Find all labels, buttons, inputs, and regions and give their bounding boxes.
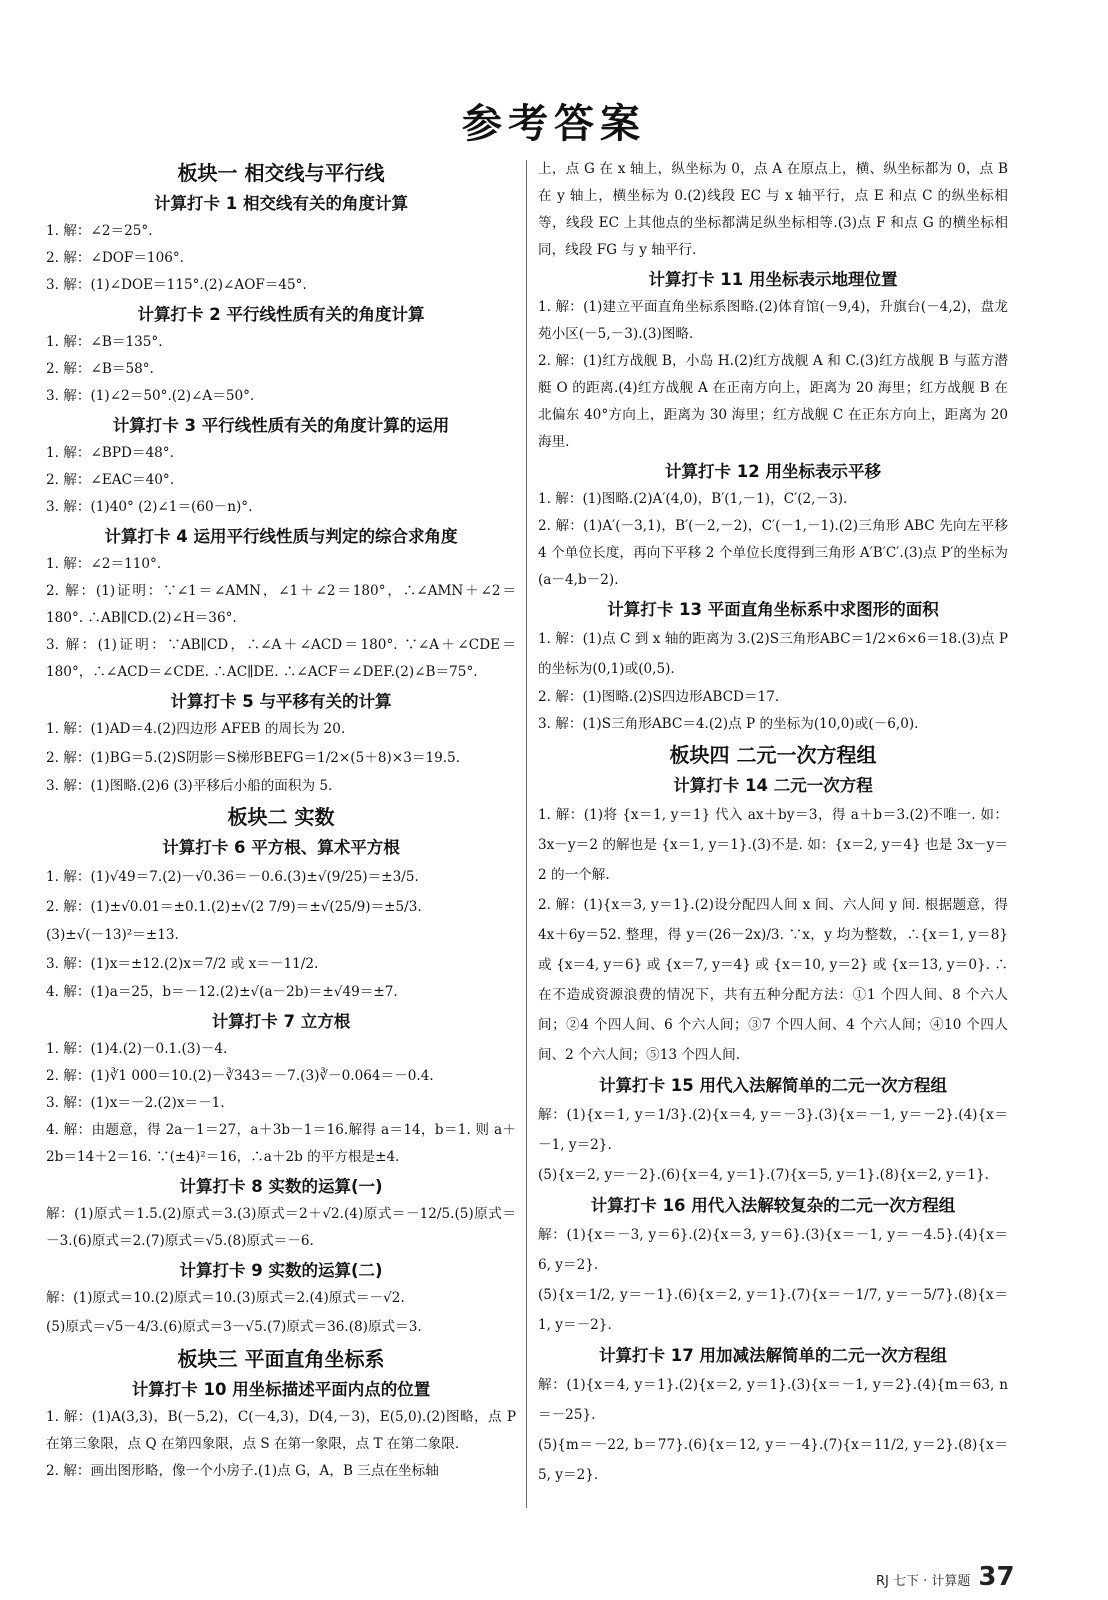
left-answer-text: 1. 解：∠B＝135°. [46,334,163,350]
right-answer-text: 2. 解：(1){x＝3, y＝1}.(2)设分配四人间 x 间、六人间 y 间. 根据题意，得 4x＋6y＝52. 整理，得 y＝(26－2x)/3. ∵x，y 均为整数，∴{x＝1, y＝8} 或 {x＝4, y＝6} 或 {x＝7, y＝4} 或 {x＝10, y＝2} 或 {x＝13, y＝0}. ∴在不造成资源浪费的情况下，共有五种分配方法：①1 个四人间、8 个六人间；②4 个四人间、6 个六人间；③7 个四人间、4 个六人间；④10 个四人间、2 个六人间；⑤13 个四人间. [538,897,1008,1063]
left-answer-text: 2. 解：(1)BG＝5.(2)S阴影＝S梯形BEFG＝1/2×(5＋8)×3＝19.5. [46,750,461,766]
left-answer-text: 4. 解：由题意，得 2a－1＝27，a＋3b－1＝16.解得 a＝14，b＝1. 则 a＋2b＝14＋2＝16. ∵(±4)²＝16，∴a＋2b 的平方根是±4. [46,1122,516,1165]
left-card-heading: 计算打卡 6 平方根、算术平方根 [162,838,400,857]
right-answer-text: 2. 解：(1)红方战舰 B，小岛 H.(2)红方战舰 A 和 C.(3)红方战舰 B 与蓝方潜艇 O 的距离.(4)红方战舰 A 在正南方向上，距离为 20 海里；红方战舰 B 在北偏东 40°方向上，距离为 30 海里；红方战舰 C 在正东方向上，距离为 20 海里. [538,353,1008,450]
right-answer-text: (5){x＝1/2, y＝－1}.(6){x＝2, y＝1}.(7){x＝－1/7, y＝－5/7}.(8){x＝1, y＝－2}. [538,1287,1008,1333]
left-answer-text: 1. 解：(1)A(3,3)，B(－5,2)，C(－4,3)，D(4,－3)，E(5,0).(2)图略，点 P 在第三象限，点 Q 在第四象限，点 S 在第一象限，点 T 在第二象限. [46,1409,516,1452]
left-answer-text: (5)原式＝√5－4/3.(6)原式＝3－√5.(7)原式＝36.(8)原式＝3. [46,1319,422,1335]
left-answer-text: 3. 解：(1)40° (2)∠1＝(60－n)°. [46,499,253,515]
right-answer-text: 解：(1){x＝1, y＝1/3}.(2){x＝4, y＝－3}.(3){x＝－1, y＝－2}.(4){x＝－1, y＝2}. [538,1107,1008,1153]
right-answer-text: 解：(1){x＝4, y＝1}.(2){x＝2, y＝1}.(3){x＝－1, y＝2}.(4){m＝63, n＝－25}. [538,1377,1008,1423]
right-card-heading: 计算打卡 17 用加减法解简单的二元一次方程组 [599,1346,947,1365]
left-card-heading: 计算打卡 10 用坐标描述平面内点的位置 [131,1380,431,1399]
answer-column-right [538,156,1008,1490]
left-answer-text: 3. 解：(1)∠DOE＝115°.(2)∠AOF＝45°. [46,277,307,293]
answer-column-left [46,156,516,1485]
left-answer-text: 2. 解：(1)证明：∵∠1＝∠AMN，∠1＋∠2＝180°，∴∠AMN＋∠2＝180°. ∴AB∥CD.(2)∠H＝36°. [46,583,516,626]
left-answer-text: 2. 解：画出图形略，像一个小房子.(1)点 G，A，B 三点在坐标轴 [46,1463,439,1479]
right-section-title: 板块四 二元一次方程组 [669,743,877,767]
page-number: 37 [978,1562,1015,1592]
left-answer-text: 3. 解：(1)x＝－2.(2)x＝－1. [46,1095,225,1111]
left-answer-text: 1. 解：(1)√49＝7.(2)－√0.36＝－0.6.(3)±√(9/25)＝±3/5. [46,869,419,885]
left-answer-text: 解：(1)原式＝10.(2)原式＝10.(3)原式＝2.(4)原式＝－√2. [46,1290,405,1306]
left-card-heading: 计算打卡 5 与平移有关的计算 [170,692,392,711]
left-answer-text: 2. 解：(1)∛1 000＝10.(2)－∛343＝－7.(3)∛－0.064＝－0.4. [46,1068,434,1084]
left-section-title: 板块三 平面直角坐标系 [177,1347,385,1371]
page-footer [876,1562,1015,1592]
left-card-heading: 计算打卡 3 平行线性质有关的角度计算的运用 [112,416,450,435]
right-card-heading: 计算打卡 16 用代入法解较复杂的二元一次方程组 [590,1196,956,1215]
left-section-title: 板块一 相交线与平行线 [177,161,385,185]
left-answer-text: 2. 解：∠DOF＝106°. [46,250,185,266]
right-answer-text: 1. 解：(1)图略.(2)A′(4,0)，B′(1,－1)，C′(2,－3). [538,491,848,507]
left-answer-text: (3)±√(－13)²＝±13. [46,927,179,943]
left-card-heading: 计算打卡 9 实数的运算(二) [179,1261,383,1280]
left-answer-text: 3. 解：(1)x＝±12.(2)x＝7/2 或 x＝－11/2. [46,956,319,972]
right-card-heading: 计算打卡 12 用坐标表示平移 [665,462,881,481]
right-answer-text: 2. 解：(1)图略.(2)S四边形ABCD＝17. [538,689,780,705]
left-card-heading: 计算打卡 4 运用平行线性质与判定的综合求角度 [104,527,458,546]
left-answer-text: 4. 解：(1)a＝25，b＝－12.(2)±√(a－2b)＝±√49＝±7. [46,984,398,1000]
left-answer-text: 3. 解：(1)证明：∵AB∥CD，∴∠A＋∠ACD＝180°. ∵∠A＋∠CDE＝180°，∴∠ACD＝∠CDE. ∴AC∥DE. ∴∠ACF＝∠DEF.(2)∠B＝75°. [46,637,516,680]
left-card-heading: 计算打卡 2 平行线性质有关的角度计算 [137,305,425,324]
right-answer-text: 1. 解：(1)将 {x＝1, y＝1} 代入 ax＋by＝3，得 a＋b＝3.(2)不唯一. 如：3x－y＝2 的解也是 {x＝1, y＝1}.(3)不是. 如：{x＝2, y＝4} 也是 3x－y＝2 的一个解. [538,807,1008,883]
left-answer-text: 1. 解：∠BPD＝48°. [46,445,174,461]
left-answer-text: 2. 解：∠EAC＝40°. [46,472,175,488]
right-answer-text: (5){m＝－22, b＝77}.(6){x＝12, y＝－4}.(7){x＝11/2, y＝2}.(8){x＝5, y＝2}. [538,1437,1008,1483]
left-answer-text: 解：(1)原式＝1.5.(2)原式＝3.(3)原式＝2＋√2.(4)原式＝－12/5.(5)原式＝－3.(6)原式＝2.(7)原式＝√5.(8)原式＝－6. [46,1206,516,1249]
right-card-heading: 计算打卡 14 二元一次方程 [673,776,873,795]
right-card-heading: 计算打卡 13 平面直角坐标系中求图形的面积 [607,600,939,619]
left-card-heading: 计算打卡 8 实数的运算(一) [179,1177,383,1196]
left-answer-text: 2. 解：∠B＝58°. [46,361,154,377]
right-card-heading: 计算打卡 15 用代入法解简单的二元一次方程组 [599,1076,947,1095]
left-answer-text: 3. 解：(1)图略.(2)6 (3)平移后小船的面积为 5. [46,778,333,794]
right-answer-text: 1. 解：(1)建立平面直角坐标系图略.(2)体育馆(－9,4)，升旗台(－4,2)，盘龙苑小区(－5,－3).(3)图略. [538,299,1008,342]
right-answer-text: 1. 解：(1)点 C 到 x 轴的距离为 3.(2)S三角形ABC＝1/2×6×6＝18.(3)点 P 的坐标为(0,1)或(0,5). [538,631,1008,677]
right-answer-text: 上，点 G 在 x 轴上，纵坐标为 0，点 A 在原点上，横、纵坐标都为 0，点 B 在 y 轴上，横坐标为 0.(2)线段 EC 与 x 轴平行，点 E 和点 C 的纵坐标相等，线段 EC 上其他点的坐标都满足纵坐标相等.(3)点 F 和点 G 的横坐标相同，线段 FG 与 y 轴平行. [538,161,1008,258]
right-answer-text: 2. 解：(1)A′(－3,1)，B′(－2,－2)，C′(－1,－1).(2)三角形 ABC 先向左平移 4 个单位长度，再向下平移 2 个单位长度得到三角形 A′B′C′.(3)点 P′的坐标为(a－4,b－2). [538,518,1008,588]
left-answer-text: 1. 解：(1)AD＝4.(2)四边形 AFEB 的周长为 20. [46,721,346,737]
left-section-title: 板块二 实数 [227,805,335,829]
right-answer-text: (5){x＝2, y＝－2}.(6){x＝4, y＝1}.(7){x＝5, y＝1}.(8){x＝2, y＝1}. [538,1167,989,1183]
column-divider [526,160,527,1508]
edition-label: RJ 七下 · 计算题 [876,1574,971,1589]
right-card-heading: 计算打卡 11 用坐标表示地理位置 [648,270,898,289]
left-answer-text: 1. 解：∠2＝110°. [46,556,162,572]
right-answer-text: 解：(1){x＝－3, y＝6}.(2){x＝3, y＝6}.(3){x＝－1, y＝－4.5}.(4){x＝6, y＝2}. [538,1227,1008,1273]
left-card-heading: 计算打卡 1 相交线有关的角度计算 [154,194,408,213]
left-answer-text: 3. 解：(1)∠2＝50°.(2)∠A＝50°. [46,388,255,404]
page-title: 参考答案 [462,101,646,147]
left-answer-text: 1. 解：(1)4.(2)－0.1.(3)－4. [46,1041,228,1057]
left-answer-text: 2. 解：(1)±√0.01＝±0.1.(2)±√(2 7/9)＝±√(25/9)＝±5/3. [46,899,422,915]
left-answer-text: 1. 解：∠2＝25°. [46,223,153,239]
right-answer-text: 3. 解：(1)S三角形ABC＝4.(2)点 P 的坐标为(10,0)或(－6,0). [538,716,919,732]
left-card-heading: 计算打卡 7 立方根 [211,1012,351,1031]
